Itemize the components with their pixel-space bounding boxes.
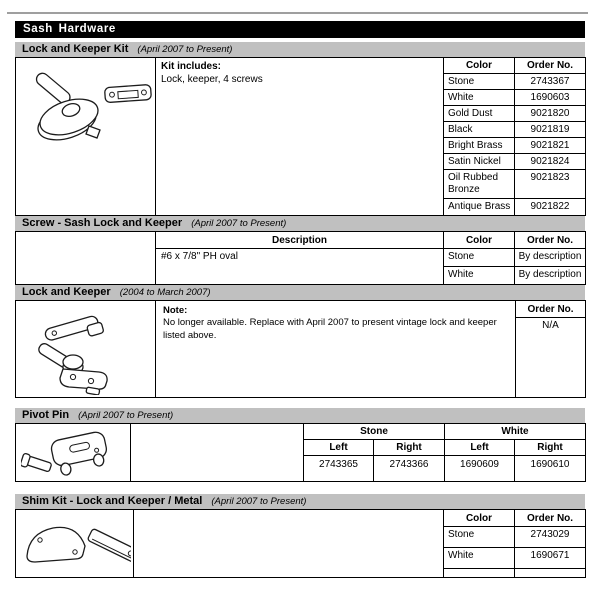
order-cell: 9021821 bbox=[515, 138, 586, 154]
order-cell: 9021822 bbox=[515, 199, 586, 216]
color-cell: White bbox=[444, 267, 515, 285]
filler-cell bbox=[515, 569, 586, 578]
column-header-color: Color bbox=[444, 58, 515, 74]
page-content bbox=[15, 21, 585, 578]
shim-kit-spacer-cell bbox=[134, 510, 444, 578]
section-header-screw-sash-lock-and-keeper bbox=[15, 216, 585, 231]
pivot-pin-spacer-cell bbox=[131, 424, 304, 482]
pivot-pin-table bbox=[15, 423, 586, 482]
old-keeper-arm-drawing bbox=[43, 314, 103, 348]
section-header-lock-and-keeper-2004 bbox=[15, 285, 585, 300]
color-cell: White bbox=[444, 90, 515, 106]
description-cell: #6 x 7/8" PH oval bbox=[156, 249, 444, 285]
shim-kit-table bbox=[15, 509, 586, 578]
order-cell: 2743366 bbox=[374, 456, 445, 482]
section-date-range: (April 2007 to Present) bbox=[211, 496, 307, 507]
page-title: Sash Hardware bbox=[15, 21, 585, 38]
order-cell: 2743029 bbox=[515, 527, 586, 548]
pivot-pin-image-cell bbox=[16, 424, 131, 482]
column-header-description: Description bbox=[156, 232, 444, 249]
order-cell: 9021824 bbox=[515, 154, 586, 170]
color-cell: White bbox=[444, 548, 515, 569]
lock-and-keeper-kit-table bbox=[15, 57, 586, 216]
note-label: Note: bbox=[163, 305, 188, 316]
section-title: Lock and Keeper Kit bbox=[22, 43, 129, 55]
table-row bbox=[16, 232, 586, 249]
sub-header-right: Right bbox=[374, 440, 445, 456]
order-cell: 1690671 bbox=[515, 548, 586, 569]
order-cell: 9021819 bbox=[515, 122, 586, 138]
lock-and-keeper-kit-image-cell bbox=[16, 58, 156, 216]
color-cell: Stone bbox=[444, 74, 515, 90]
sub-header-right: Right bbox=[515, 440, 586, 456]
color-cell: Bright Brass bbox=[444, 138, 515, 154]
order-cell: 2743367 bbox=[515, 74, 586, 90]
note-text: No longer available. Replace with April 2007 to present vintage lock and keeper listed above. bbox=[163, 317, 497, 341]
order-cell: By description bbox=[515, 249, 586, 267]
screw-image-cell bbox=[16, 232, 156, 285]
group-header-stone: Stone bbox=[304, 424, 445, 440]
order-cell: 2743365 bbox=[304, 456, 374, 482]
section-header-lock-and-keeper-kit bbox=[15, 42, 585, 57]
table-row bbox=[16, 301, 586, 318]
column-header-color: Color bbox=[444, 232, 515, 249]
screw-table bbox=[15, 231, 586, 285]
section-header-shim-kit bbox=[15, 494, 585, 509]
group-header-white: White bbox=[445, 424, 586, 440]
column-header-order: Order No. bbox=[515, 232, 586, 249]
order-cell: 9021820 bbox=[515, 106, 586, 122]
table-row bbox=[16, 510, 586, 527]
keeper-plate-drawing bbox=[104, 84, 151, 102]
shim-straight-drawing bbox=[87, 528, 131, 562]
section-date-range: (2004 to March 2007) bbox=[119, 287, 211, 298]
order-cell: 1690610 bbox=[515, 456, 586, 482]
kit-includes-cell bbox=[156, 58, 444, 216]
color-cell: Stone bbox=[444, 527, 515, 548]
column-header-order: Order No. bbox=[515, 58, 586, 74]
section-date-range: (April 2007 to Present) bbox=[78, 410, 174, 421]
section-title: Pivot Pin bbox=[22, 409, 70, 421]
lock-and-keeper-2004-image-cell bbox=[16, 301, 156, 398]
sub-header-left: Left bbox=[304, 440, 374, 456]
section-date-range: (April 2007 to Present) bbox=[191, 218, 287, 229]
section-header-pivot-pin bbox=[15, 408, 585, 423]
section-date-range: (April 2007 to Present) bbox=[137, 44, 233, 55]
section-title: Screw - Sash Lock and Keeper bbox=[22, 217, 183, 229]
top-divider-rule bbox=[7, 12, 588, 14]
table-row bbox=[16, 58, 586, 74]
section-title: Shim Kit - Lock and Keeper / Metal bbox=[22, 495, 203, 507]
order-cell: 1690603 bbox=[515, 90, 586, 106]
old-sash-lock-drawing bbox=[21, 303, 151, 395]
kit-includes-detail: Lock, keeper, 4 screws bbox=[161, 74, 263, 85]
order-cell: By description bbox=[515, 267, 586, 285]
old-lock-body-drawing bbox=[36, 342, 106, 395]
sub-header-left: Left bbox=[445, 440, 515, 456]
lock-and-keeper-2004-table bbox=[15, 300, 586, 398]
color-cell: Oil Rubbed Bronze bbox=[444, 170, 515, 199]
color-cell: Satin Nickel bbox=[444, 154, 515, 170]
column-header-color: Color bbox=[444, 510, 515, 527]
color-cell: Stone bbox=[444, 249, 515, 267]
filler-cell bbox=[444, 569, 515, 578]
color-cell: Antique Brass bbox=[444, 199, 515, 216]
order-cell: 9021823 bbox=[515, 170, 586, 199]
shim-curved-drawing bbox=[27, 527, 85, 562]
order-cell: N/A bbox=[516, 318, 586, 398]
kit-includes-label: Kit includes: bbox=[161, 61, 222, 72]
order-cell: 1690609 bbox=[445, 456, 515, 482]
section-title: Lock and Keeper bbox=[22, 286, 111, 298]
color-cell: Gold Dust bbox=[444, 106, 515, 122]
table-row bbox=[16, 424, 586, 440]
pivot-pin-drawing bbox=[21, 426, 125, 480]
column-header-order: Order No. bbox=[516, 301, 586, 318]
shim-kit-image-cell bbox=[16, 510, 134, 578]
column-header-order: Order No. bbox=[515, 510, 586, 527]
shim-kit-drawing bbox=[19, 516, 131, 572]
sash-lock-drawing bbox=[19, 66, 153, 146]
note-cell bbox=[156, 301, 516, 398]
color-cell: Black bbox=[444, 122, 515, 138]
